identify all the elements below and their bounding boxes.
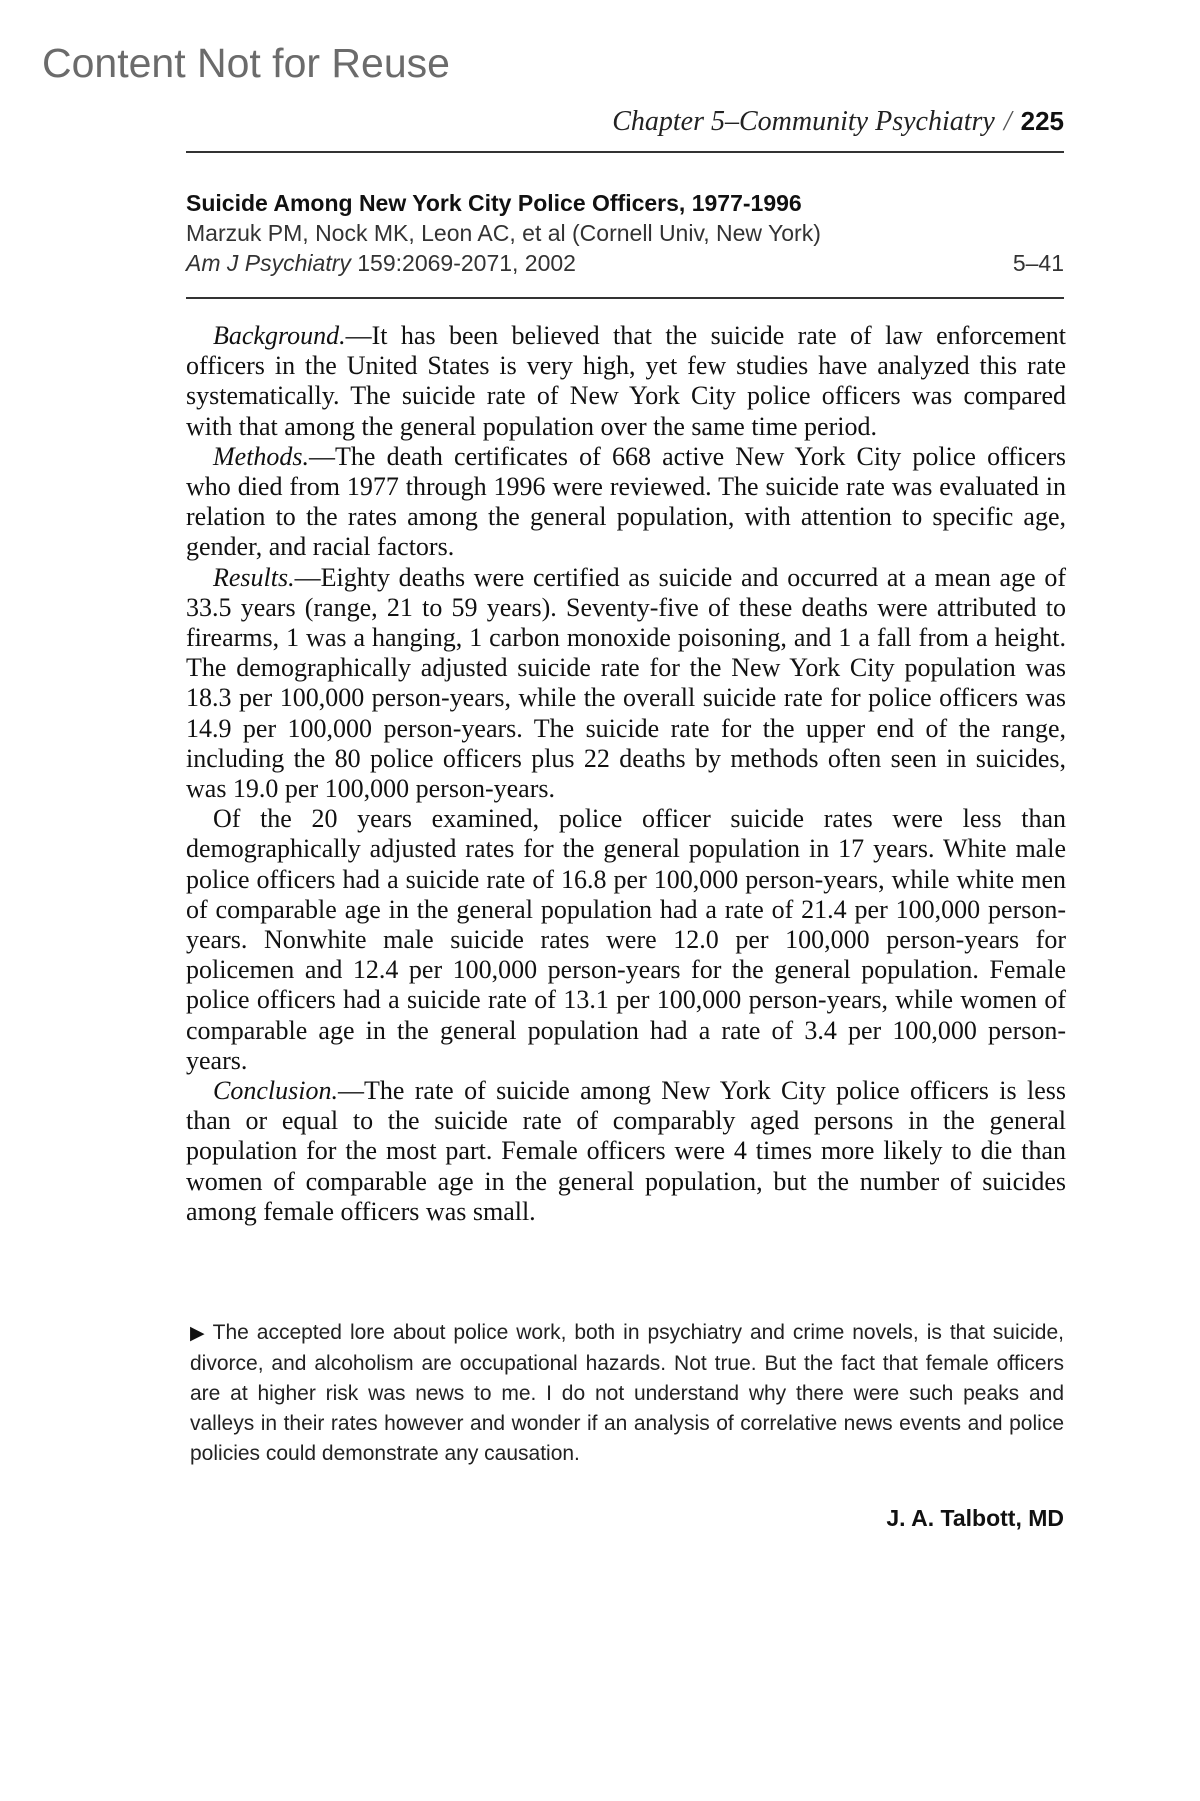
methods-label: Methods. xyxy=(213,441,310,471)
background-label: Background. xyxy=(213,321,346,350)
journal-name: Am J Psychiatry xyxy=(186,250,351,276)
article-authors: Marzuk PM, Nock MK, Leon AC, et al (Cornell Univ, New York) xyxy=(186,220,821,246)
chapter-title: Chapter 5–Community Psychiatry xyxy=(612,106,995,137)
top-rule xyxy=(186,151,1064,153)
page-number: 225 xyxy=(1020,106,1064,136)
journal-volume-pages: 159:2069-2071, 2002 xyxy=(350,250,576,276)
abstract-conclusion xyxy=(186,1076,1066,1227)
article-title: Suicide Among New York City Police Officers, 1977-1996 xyxy=(186,190,802,216)
comment-signature: J. A. Talbott, MD xyxy=(886,1505,1064,1531)
abstract-results xyxy=(186,563,1066,805)
watermark: Content Not for Reuse xyxy=(42,40,450,86)
running-head xyxy=(186,106,1064,138)
play-arrow-icon: ▶ xyxy=(190,1323,205,1344)
results-label: Results. xyxy=(213,562,295,592)
background-text: —It has been believed that the suicide rate of law enforcement officers in the United States is very high, yet few studies have analyzed this rate systematically. The suicide rate of New York City police officers was compared with that among the general population over the same time period. xyxy=(186,321,1066,441)
abstract-background xyxy=(186,321,1066,442)
results-text: —Eighty deaths were certified as suicide and occurred at a mean age of 33.5 years (range, 21 to 59 years). Seventy-five of these deaths were attributed to firearms, 1 was a hanging, 1 carbon monoxide poisoning, and 1 a fall from a height. The demographically adjusted suicide rate for the New York City population was 18.3 per 100,000 person-years, while the overall suicide rate for police officers was 14.9 per 100,000 person-years. The suicide rate for the upper end of the range, including the 80 police officers plus 22 deaths by methods often seen in suicides, was 19.0 per 100,000 person-years. xyxy=(186,562,1066,804)
abstract-results-continued: Of the 20 years examined, police officer suicide rates were less than demographically adjusted rates for the general population in 17 years. White male police officers had a suicide rate of 16.8 per 100,000 person-years, while white men of comparable age in the general population had a rate of 21.4 per 100,000 person-years. Nonwhite male suicide rates were 12.0 per 100,000 person-years for policemen and 12.4 per 100,000 person-years for the general population. Female police officers had a suicide rate of 13.1 per 100,000 person-years, while women of comparable age in the general population had a rate of 3.4 per 100,000 person-years. xyxy=(186,804,1066,1075)
methods-text: —The death certificates of 668 active New York City police officers who died from 1977 through 1996 were reviewed. The suicide rate was evaluated in relation to the rates among the general population, with attention to specific age, gender, and racial factors. xyxy=(186,441,1066,562)
abstract-methods xyxy=(186,442,1066,563)
citation-rule xyxy=(186,297,1064,299)
abstract xyxy=(186,321,1066,1227)
comment-text: The accepted lore about police work, both in psychiatry and crime novels, is that suicide, divorce, and alcoholism are occupational hazards. Not true. But the fact that female officers are at higher risk was news to me. I do not understand why there were such peaks and valleys in their rates however and wonder if an analysis of correlative news events and police policies could demonstrate any causation. xyxy=(190,1321,1064,1465)
conclusion-text: —The rate of suicide among New York City police officers is less than or equal to the suicide rate of comparably aged persons in the general population for the most part. Female officers were 4 times more likely to die than women of comparable age in the general population, but the number of suicides among female officers was small. xyxy=(186,1076,1066,1226)
journal-row xyxy=(186,248,1064,278)
citation-block xyxy=(186,188,1064,278)
journal-reference xyxy=(186,248,576,278)
article-id: 5–41 xyxy=(1012,250,1064,276)
editor-comment xyxy=(190,1318,1064,1469)
conclusion-label: Conclusion. xyxy=(213,1076,338,1106)
running-head-separator: / xyxy=(1003,106,1012,137)
